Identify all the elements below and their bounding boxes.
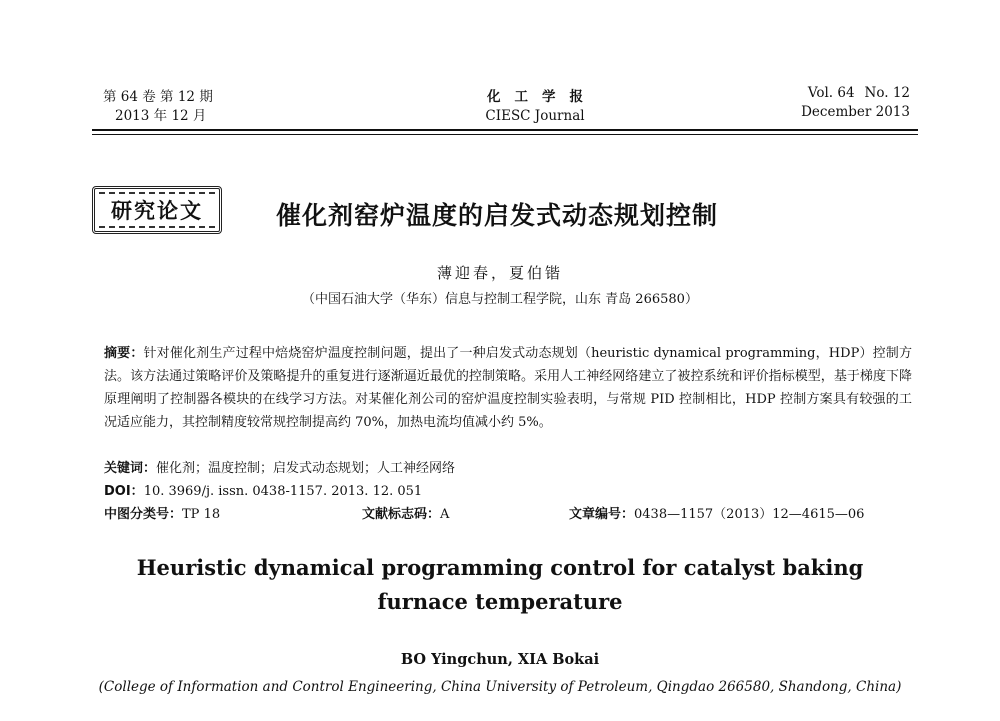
- clc-label: 中图分类号：: [104, 507, 183, 522]
- title-en-line1: Heuristic dynamical programming control for catalyst baking: [136, 555, 864, 580]
- doc-code-label: 文献标志码：: [362, 507, 441, 522]
- doc-code-value: A: [440, 507, 450, 522]
- clc-value: TP 18: [182, 507, 221, 522]
- doi-label: DOI：: [104, 484, 144, 499]
- article-type-badge: [92, 186, 222, 234]
- header-volume-issue: 第 64 卷 第 12 期: [103, 89, 213, 105]
- article-type-label: 研究论文: [111, 199, 203, 223]
- article-number: [569, 503, 864, 526]
- article-number-value: 0438—1157（2013）12—4615—06: [634, 507, 865, 522]
- header-rule-thick: [92, 129, 918, 131]
- abstract-cn: [104, 342, 912, 434]
- header-issue-info: [103, 88, 213, 126]
- abstract-label: 摘要：: [104, 346, 144, 361]
- doi-value: 10. 3969/j. issn. 0438-1157. 2013. 12. 051: [143, 484, 423, 499]
- header-vol-no: [801, 84, 910, 103]
- document-code: [362, 503, 449, 526]
- header-no: No. 12: [864, 85, 910, 101]
- affiliation-cn: （中国石油大学（华东）信息与控制工程学院，山东 青岛 266580）: [302, 292, 698, 307]
- header-date-en: December 2013: [801, 104, 910, 120]
- header-date-cn: 2013 年 12 月: [115, 108, 207, 124]
- header-journal: [400, 88, 670, 126]
- authors-en: BO Yingchun, XIA Bokai: [400, 651, 600, 668]
- authors-cn: 薄迎春，夏伯锴: [436, 264, 563, 282]
- title-cn: 催化剂窑炉温度的启发式动态规划控制: [276, 201, 719, 230]
- journal-name-cn: 化工学报: [487, 89, 597, 105]
- clc-number: [104, 503, 220, 526]
- affiliation-en: (College of Information and Control Engineering, China University of Petroleum, Qingdao 266580, Shandong, China): [98, 679, 902, 695]
- keywords-text: 催化剂；温度控制；启发式动态规划；人工神经网络: [156, 461, 456, 476]
- title-en: [0, 551, 1000, 619]
- keywords-label: 关键词：: [104, 461, 157, 476]
- title-en-line2: furnace temperature: [377, 589, 623, 614]
- doi: [104, 480, 422, 503]
- header-issue-info-en: [801, 84, 910, 122]
- article-number-label: 文章编号：: [569, 507, 635, 522]
- abstract-text: 针对催化剂生产过程中焙烧窑炉温度控制问题，提出了一种启发式动态规划（heuristic dynamical programming，HDP）控制方法。该方法通过策略评价及策略提升的重复进行逐渐逼近最优的控制策略。采用人工神经网络建立了被控系统和评价指标模型，基于梯度下降原理阐明了控制器各模块的在线学习方法。对某催化剂公司的窑炉温度控制实验表明，与常规 PID 控制相比，HDP 控制方案具有较强的工况适应能力，其控制精度较常规控制提高约 70%，加热电流均值减小约 5%。: [104, 346, 912, 430]
- journal-name-en: CIESC Journal: [485, 108, 585, 124]
- keywords: [104, 457, 455, 480]
- header-rule-thin: [92, 134, 918, 135]
- header-vol: Vol. 64: [807, 85, 855, 101]
